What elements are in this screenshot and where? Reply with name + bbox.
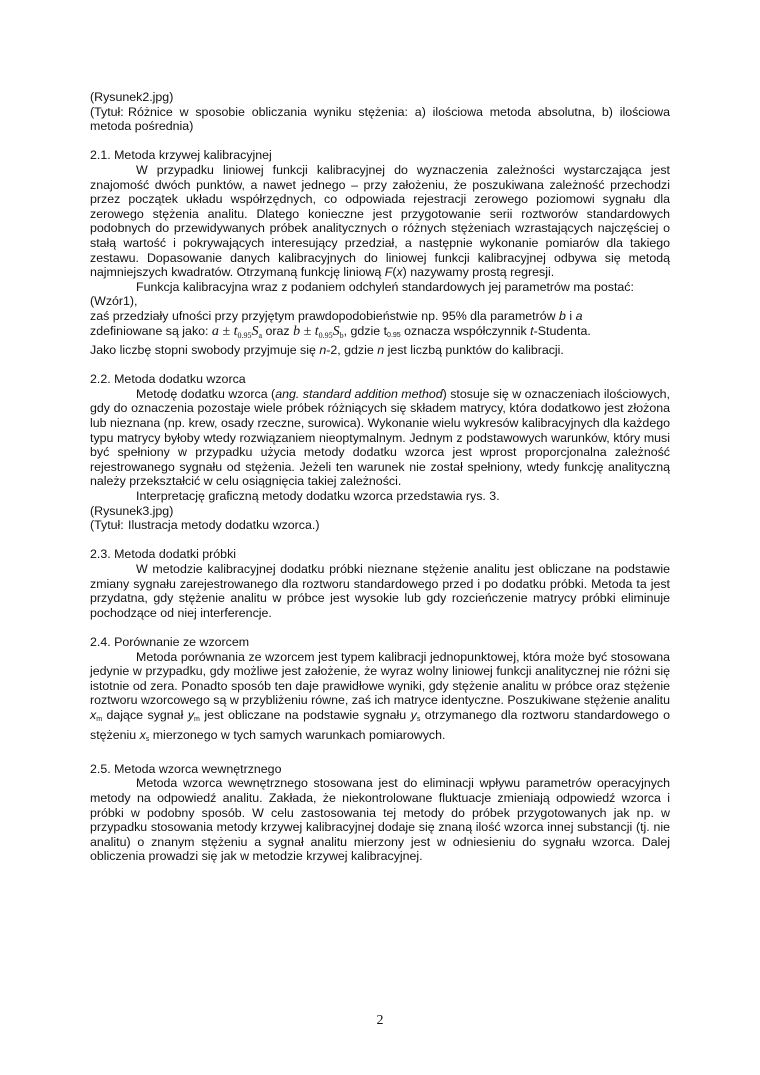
math-symbol: y — [187, 707, 195, 722]
paragraph — [90, 650, 670, 748]
math-run: b ± t — [293, 323, 319, 339]
math-subscript: 0.95 — [237, 330, 252, 340]
math-symbol: x — [90, 707, 97, 722]
section-heading: 2.2. Metoda dodatku wzorca — [90, 372, 246, 387]
math-symbol: a — [575, 308, 583, 323]
paragraph: W przypadku liniowej funkcji kalibracyjnej do wyznaczenia zależności wystarczająca jest znajomość dwóch punktów, a nawet jednego – przy założeniu, że poszukiwana zależność przechodzi przez początek układu współrzędnych, co odpowiada rejestracji zerowego poziomowi sygnału dla zerowego stężenia analitu. Dlatego konieczne jest przygotowanie serii roztworów standardowych podobnych do przewidywanych próbek analitycznych o różnych stężeniach wzrastających najczęściej o stałą wartość i pokrywających interesujący przedział, a następnie wykonanie pomiarów dla takiego zestawu. Dopasowanie danych kalibracyjnych do liniowej funkcji kalibracyjnej odbywa się metodą najmniejszych kwadratów. Otrzymaną funkcję liniową F(x) nazywamy prostą regresji. — [90, 162, 670, 280]
section-heading: 2.1. Metoda krzywej kalibracyjnej — [90, 148, 272, 163]
math-run: S — [251, 323, 259, 339]
math-subscript: b — [339, 330, 344, 340]
math-symbol: F — [384, 265, 393, 280]
text-run: jest liczbą punktów do kalibracji. — [384, 343, 564, 358]
figure-placeholder: (Rysunek3.jpg) — [90, 503, 174, 518]
subscript: s — [416, 715, 421, 723]
math-symbol: b — [559, 308, 566, 323]
caption-label: (Tytuł: — [90, 104, 124, 119]
paragraph: Funkcja kalibracyjna wraz z podaniem odchyleń standardowych jej parametrów ma postać: — [136, 279, 634, 294]
paragraph — [90, 309, 670, 324]
text-run: -2, gdzie — [326, 343, 378, 358]
paragraph: W metodzie kalibracyjnej dodatku próbki nieznane stężenie analitu jest obliczane na podstawie zmiany sygnału zarejestrowanego dla roztworu standardowego przed i po dodatku próbki. Metoda ta jest przydatna, gdy stężenie analitu w próbce jest wysokie lub gdy rozcieńczenie matrycy próbki eliminuje pochodzące od niej interferencje. — [90, 562, 670, 620]
figure-caption — [90, 518, 670, 533]
math-symbol: n — [319, 343, 327, 358]
subscript: m — [194, 715, 200, 723]
text-run: zaś przedziały ufności przy przyjętym prawdopodobieństwie np. 95% dla parametrów — [90, 308, 560, 323]
math-symbol: x — [139, 727, 146, 742]
text-run: zdefiniowane są jako: — [90, 323, 212, 338]
text-run: -Studenta. — [533, 323, 591, 338]
math-run: S — [332, 323, 340, 339]
paragraph: Metoda wzorca wewnętrznego stosowana jest do eliminacji wpływu parametrów operacyjnych metody na odpowiedź analitu. Zakłada, że niekontrolowane fluktuacje zmieniają odpowiedź wzorca i próbki w podobny sposób. W celu zastosowania tej metody do próbek przygotowanych jak np. w przypadku stosowania metody krzywej kalibracyjnej dodaje się znaną ilość wzorca innej substancji (tj. nie analitu) o znanym stężeniu a sygnał analitu mierzony jest w odniesieniu do sygnału wzorca. Dalej obliczenia prowadzi się jak w metodzie krzywej kalibracyjnej. — [90, 776, 670, 864]
math-symbol: t — [530, 323, 534, 338]
section-heading: 2.5. Metoda wzorca wewnętrznego — [90, 761, 282, 776]
text-run: oraz — [262, 323, 294, 338]
caption-label: (Tytuł: — [90, 518, 124, 533]
text-run: W przypadku liniowej funkcji kalibracyjnej do wyznaczenia zależności wystarczająca jest znajomość dwóch punktów, a nawet jednego – przy założeniu, że poszukiwana zależność przechodzi przez początek układu współrzędnych, co odpowiada rejestracji zerowego poziomowi sygnału dla zerowego stężenia analitu. Dlatego konieczne jest przygotowanie serii roztworów standardowych podobnych do przewidywanych próbek analitycznych o różnych stężeniach wzrastających najczęściej o stałą wartość i pokrywających interesujący przedział, a następnie wykonanie pomiarów dla takiego zestawu. Dopasowanie danych kalibracyjnych do liniowej funkcji kalibracyjnej odbywa się metodą najmniejszych kwadratów. Otrzymaną funkcję liniową — [90, 162, 670, 280]
math-subscript: a — [258, 330, 263, 340]
paragraph: Interpretację graficzną metody dodatku wzorca przedstawia rys. 3. — [136, 489, 500, 504]
text-run: nazywamy prostą regresji. — [406, 265, 555, 280]
caption-text: Różnice w sposobie obliczania wyniku stężenia: a) ilościowa metoda absolutna, b) ilościowa metoda pośrednia) — [90, 104, 670, 134]
section-heading: 2.4. Porównanie ze wzorcem — [90, 634, 250, 649]
caption-text: Ilustracja metody dodatku wzorca.) — [128, 518, 320, 533]
text-run: i — [565, 308, 576, 323]
page-content — [90, 90, 670, 864]
text-run: oznacza współczynnik — [400, 323, 531, 338]
text-run: Jako liczbę stopni swobody przyjmuje się — [90, 343, 320, 358]
text-run: ) stosuje się w oznaczeniach ilościowych, gdy do oznaczenia pozostaje wiele próbek różniących się składem matrycy, która dodatkowo jest złożona lub nieznana (np. krew, osady rzeczne, surowica). Wykonanie wielu wykresów kalibracyjnych dla każdego typu matrycy byłoby wtedy rozwiązaniem nieoptymalnym. Jednym z podstawowych warunków, który musi być spełniony w przypadku użycia metody dodatku wzorca jest wprost proporcjonalna zależność rejestrowanego sygnału od stężenia. Jeżeli ten warunek nie został spełniony, wtedy funkcję analityczną należy przekształcić w celu osiągnięcia takiej zależności. — [90, 386, 670, 489]
confidence-interval-b — [293, 324, 344, 339]
formula-placeholder: (Wzór1), — [90, 294, 138, 309]
page-number: 2 — [376, 1013, 384, 1028]
text-run: otrzymanego dla roztworu standardowego o stężeniu — [90, 707, 670, 742]
text-run: dające sygnał — [102, 707, 188, 722]
paragraph — [90, 387, 670, 489]
paragraph — [90, 343, 670, 358]
section-heading: 2.3. Metoda dodatki próbki — [90, 547, 237, 562]
figure-placeholder: (Rysunek2.jpg) — [90, 90, 174, 104]
math-symbol: x — [396, 265, 403, 280]
text-run: , gdzie t — [343, 323, 388, 338]
subscript: m — [96, 715, 103, 723]
text-run: mierzonego w tych samych warunkach pomiarowych. — [149, 727, 446, 742]
confidence-interval-a — [212, 324, 262, 339]
emphasis: ang. standard addition method — [275, 386, 443, 401]
text-run: Metoda porównania ze wzorcem jest typem kalibracji jednopunktowej, która może być stosowana jedynie w przypadku, gdy możliwe jest założenie, że wyraz wolny liniowej funkcji analitycznej nie różni się istotnie od zera. Ponadto sposób ten daje prawidłowe wyniki, gdy stężenie analitu w próbce oraz stężenie roztworu wzorcowego są w przybliżeniu równe, zaś ich matryce identyczne. Poszukiwane stężenie analitu — [90, 649, 670, 708]
paragraph — [90, 324, 670, 344]
math-symbol: n — [377, 343, 385, 358]
math-symbol: y — [410, 707, 417, 722]
figure-caption — [90, 105, 670, 134]
math-subscript: 0.95 — [318, 330, 333, 340]
subscript: s — [145, 735, 150, 743]
math-run: a ± t — [211, 323, 238, 339]
text-run: jest obliczane na podstawie sygnału — [199, 707, 411, 722]
subscript: 0.95 — [387, 331, 401, 339]
text-run: Metodę dodatku wzorca ( — [136, 386, 276, 401]
